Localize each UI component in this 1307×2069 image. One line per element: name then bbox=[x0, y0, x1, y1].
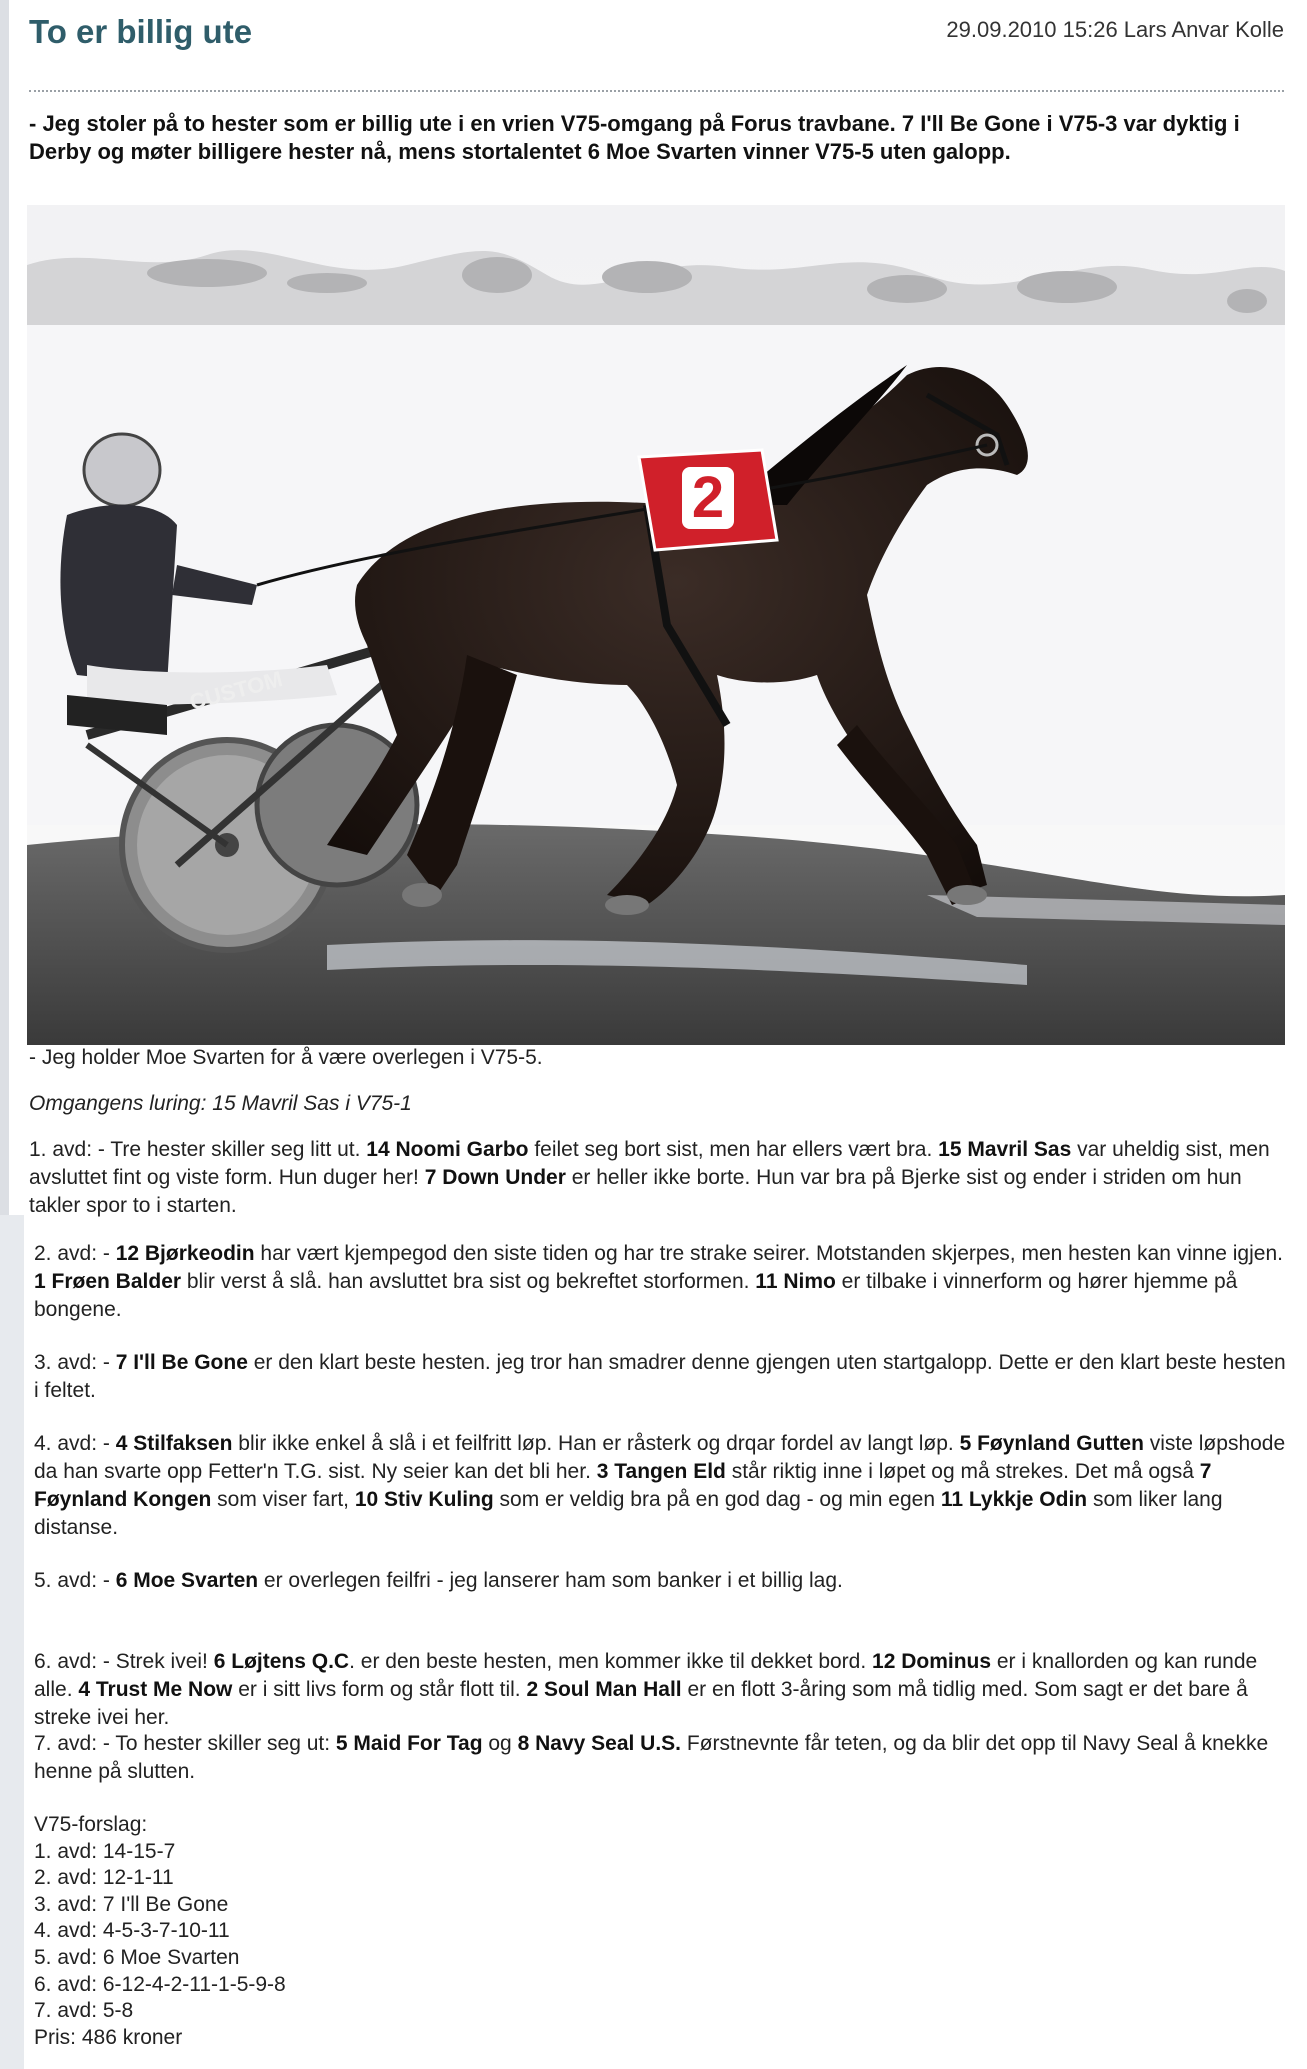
bib-number: 2 bbox=[691, 465, 725, 530]
sulky-label: CUSTOM bbox=[186, 666, 285, 715]
horse-name: 5 Føynland Gutten bbox=[959, 1432, 1144, 1455]
horse-name: 14 Noomi Garbo bbox=[366, 1138, 529, 1161]
horse-name: 7 Down Under bbox=[424, 1166, 566, 1189]
photo-caption: - Jeg holder Moe Svarten for å være overlegen i V75-5. bbox=[29, 1046, 543, 1069]
article-title: To er billig ute bbox=[29, 13, 253, 50]
horse-name: 10 Stiv Kuling bbox=[354, 1488, 494, 1511]
paragraph-text: viste løpshode da han svarte opp Fetter'n T.G. sist. Ny seier kan det bli her. bbox=[34, 1432, 1286, 1483]
horse-name: 6 Løjtens Q.C bbox=[213, 1650, 350, 1673]
suggestion-line: 3. avd: 7 I'll Be Gone bbox=[34, 1892, 229, 1916]
paragraph-text: som viser fart, bbox=[211, 1488, 355, 1511]
horse-name: 3 Tangen Eld bbox=[596, 1460, 726, 1483]
paragraph-text: som er veldig bra på en god dag - og min egen bbox=[493, 1488, 941, 1511]
v75-suggestion bbox=[34, 1812, 286, 2051]
paragraph-text: feilet seg bort sist, men har ellers vært bra. bbox=[528, 1138, 939, 1161]
article-meta: 29.09.2010 15:26 Lars Anvar Kolle bbox=[946, 17, 1284, 42]
paragraph-text: blir ikke enkel å slå i et feilfritt løp. Han er råsterk og drqar fordel av langt løp. bbox=[232, 1432, 960, 1455]
suggestion-line: 6. avd: 6-12-4-2-11-1-5-9-8 bbox=[34, 1972, 286, 1996]
suggestion-line: 7. avd: 5-8 bbox=[34, 1999, 134, 2023]
race-paragraph-6 bbox=[34, 1648, 1289, 1732]
horse-name: 12 Dominus bbox=[872, 1650, 992, 1673]
race-paragraph-3 bbox=[34, 1349, 1289, 1405]
suggestion-heading: V75-forslag: bbox=[34, 1813, 148, 1836]
paragraph-text: har vært kjempegod den siste tiden og har tre strake seirer. Motstanden skjerpes, men hesten kan vinne igjen. bbox=[254, 1242, 1283, 1265]
race-paragraph-7 bbox=[34, 1730, 1289, 1786]
paragraph-text: blir verst å slå. han avsluttet bra sist og bekreftet storformen. bbox=[181, 1270, 756, 1293]
luring-line: Omgangens luring: 15 Mavril Sas i V75-1 bbox=[29, 1092, 412, 1115]
paragraph-text: . er den beste hesten, men kommer ikke til dekket bord. bbox=[349, 1650, 873, 1673]
paragraph-text: 2. avd: - bbox=[34, 1242, 116, 1265]
paragraph-text: Førstnevnte får teten, og da blir det opp til Navy Seal å knekke henne på slutten. bbox=[34, 1732, 1269, 1783]
paragraph-text: 1. avd: - Tre hester skiller seg litt ut. bbox=[29, 1138, 367, 1161]
horse-name: 15 Mavril Sas bbox=[938, 1138, 1072, 1161]
horse-name: 4 Trust Me Now bbox=[78, 1678, 233, 1701]
paragraph-text: som liker lang distanse. bbox=[34, 1488, 1223, 1539]
paragraph-text: 5. avd: - bbox=[34, 1569, 116, 1592]
suggestion-line: 2. avd: 12-1-11 bbox=[34, 1866, 174, 1890]
paragraph-text: er overlegen feilfri - jeg lanserer ham som banker i et billig lag. bbox=[258, 1569, 843, 1592]
article-photo bbox=[27, 205, 1285, 1045]
race-number-bib bbox=[639, 450, 777, 550]
paragraph-text: 6. avd: - Strek ivei! bbox=[34, 1650, 214, 1673]
horse-name: 7 I'll Be Gone bbox=[115, 1351, 248, 1374]
paragraph-text: er tilbake i vinnerform og hører hjemme på bongene. bbox=[34, 1270, 1238, 1321]
race-paragraph-2 bbox=[34, 1240, 1289, 1324]
suggestion-line: 1. avd: 14-15-7 bbox=[34, 1839, 176, 1863]
paragraph-text: er i sitt livs form og står flott til. bbox=[232, 1678, 527, 1701]
suggestion-line: 4. avd: 4-5-3-7-10-11 bbox=[34, 1919, 230, 1943]
left-border bbox=[0, 0, 9, 1215]
paragraph-text: 7. avd: - To hester skiller seg ut: bbox=[34, 1732, 336, 1755]
suggestion-price: Pris: 486 kroner bbox=[34, 2025, 183, 2049]
horse-name: 7 Føynland Kongen bbox=[34, 1460, 1212, 1511]
suggestion-line: 5. avd: 6 Moe Svarten bbox=[34, 1945, 240, 1969]
horse-name: 11 Lykkje Odin bbox=[940, 1488, 1088, 1511]
horse-name: 8 Navy Seal U.S. bbox=[517, 1732, 682, 1755]
horse-name: 2 Soul Man Hall bbox=[526, 1678, 682, 1701]
left-border-lower bbox=[0, 1215, 24, 2069]
race-paragraph-5 bbox=[34, 1567, 1289, 1595]
race-paragraph-1 bbox=[29, 1136, 1284, 1220]
horse-name: 11 Nimo bbox=[755, 1270, 836, 1293]
paragraph-text: og bbox=[482, 1732, 518, 1755]
divider bbox=[29, 90, 1284, 92]
paragraph-text: er heller ikke borte. Hun var bra på Bjerke sist og ender i striden om hun takler spor to i starten. bbox=[29, 1166, 1242, 1217]
race-paragraph-4 bbox=[34, 1430, 1289, 1542]
horse-name: 12 Bjørkeodin bbox=[115, 1242, 255, 1265]
paragraph-text: 3. avd: - bbox=[34, 1351, 116, 1374]
paragraph-text: står riktig inne i løpet og må strekes. Det må også bbox=[725, 1460, 1200, 1483]
paragraph-text: 4. avd: - bbox=[34, 1432, 116, 1455]
horse-name: 6 Moe Svarten bbox=[115, 1569, 259, 1592]
paragraph-text: er den klart beste hesten. jeg tror han smadrer denne gjengen uten startgalopp. Dette er den klart beste hesten i feltet. bbox=[34, 1351, 1286, 1402]
horse-name: 1 Frøen Balder bbox=[34, 1270, 182, 1293]
horse-name: 4 Stilfaksen bbox=[115, 1432, 233, 1455]
horse-name: 5 Maid For Tag bbox=[335, 1732, 483, 1755]
article-lead: - Jeg stoler på to hester som er billig ute i en vrien V75-omgang på Forus travbane. 7 I'll Be Gone i V75-3 var dyktig i Derby og møter billigere hester nå, mens stortalentet 6 Moe Svarten vinner V75-5 uten galopp. bbox=[29, 111, 1240, 164]
paragraph-text: er i knallorden og kan runde alle. bbox=[34, 1650, 1258, 1701]
paragraph-text: er en flott 3-åring som må tidlig med. Som sagt er det bare å streke ivei her. bbox=[34, 1678, 1248, 1729]
paragraph-text: var uheldig sist, men avsluttet fint og viste form. Hun duger her! bbox=[29, 1138, 1270, 1189]
